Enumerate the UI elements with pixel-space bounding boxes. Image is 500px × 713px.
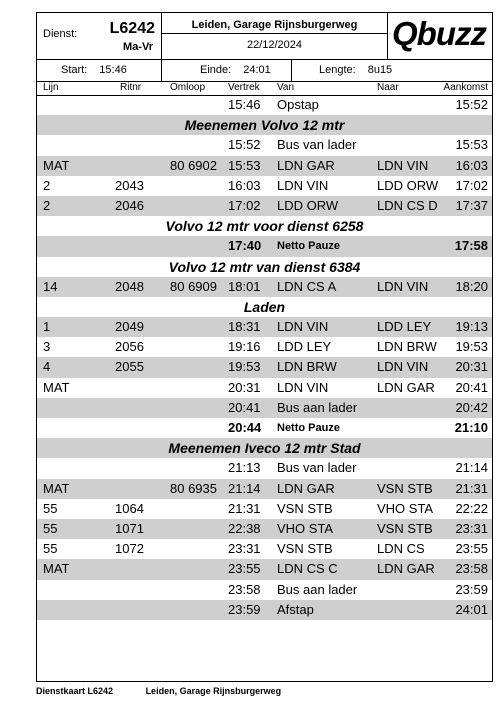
table-row (37, 398, 492, 418)
cell-van: LDN GAR (277, 157, 335, 173)
qbuzz-logo: Qbuzz (392, 15, 486, 52)
section-title-row (37, 115, 492, 135)
cell-van: LDN GAR (277, 480, 335, 496)
cell-naar: VHO STA (377, 500, 434, 516)
cell-aank: 15:53 (455, 137, 488, 153)
cell-vertrek: 23:58 (228, 581, 261, 597)
cell-lijn: MAT (43, 379, 70, 395)
start-segment (37, 59, 162, 81)
cell-aank: 16:03 (455, 157, 488, 173)
cell-vertrek: 19:16 (228, 339, 261, 355)
cell-lijn: 4 (43, 359, 51, 375)
cell-lijn: MAT (43, 480, 70, 496)
section-title: Meenemen Volvo 12 mtr (184, 117, 345, 134)
cell-naar: LDN VIN (377, 157, 429, 173)
service-date: 22/12/2024 (246, 39, 303, 51)
cell-van: LDD LEY (277, 339, 332, 355)
cell-van: Afstap (277, 601, 314, 617)
table-row (37, 600, 492, 620)
cell-ritnr: 2046 (115, 197, 144, 213)
cell-naar: VSN STB (377, 480, 433, 496)
column-headers (37, 81, 492, 96)
cell-van: Bus aan lader (277, 399, 358, 415)
section-title-row (37, 297, 492, 317)
cell-lijn: 1 (43, 319, 51, 335)
logo-cell (388, 13, 494, 59)
cell-ritnr: 2049 (115, 319, 144, 335)
table-row (37, 479, 492, 499)
table-row (37, 458, 492, 478)
dienst-value: L6242 (109, 20, 155, 37)
dienst-label: Dienst: (43, 28, 78, 40)
cell-omloop: 80 6935 (170, 480, 217, 496)
section-title: Volvo 12 mtr voor dienst 6258 (165, 218, 364, 235)
dienst-days: Ma-Vr (123, 41, 153, 53)
lengte-value: 8u15 (367, 64, 393, 76)
cell-vertrek: 16:03 (228, 177, 261, 193)
location-name: Leiden, Garage Rijnsburgerweg (162, 17, 387, 34)
table-row (37, 378, 492, 398)
einde-label: Einde: (200, 64, 232, 76)
table-row (37, 539, 492, 559)
cell-ritnr: 2043 (115, 177, 144, 193)
cell-naar: LDN BRW (377, 339, 437, 355)
cell-naar: LDN GAR (377, 379, 435, 395)
cell-van: LDN VIN (277, 319, 329, 335)
start-label: Start: (61, 64, 88, 76)
cell-aank: 21:10 (454, 420, 488, 435)
cell-van: Netto Pauze (277, 422, 340, 434)
cell-aank: 17:58 (454, 238, 488, 254)
cell-aank: 19:13 (455, 319, 488, 335)
cell-van: LDN CS A (277, 278, 337, 294)
cell-vertrek: 20:31 (228, 379, 261, 395)
cell-vertrek: 18:01 (228, 278, 261, 294)
cell-naar: LDN VIN (377, 278, 429, 294)
table-row (37, 156, 492, 176)
cell-vertrek: 23:55 (228, 561, 261, 577)
section-title: Meenemen Iveco 12 mtr Stad (168, 440, 361, 457)
cell-lijn: 14 (43, 278, 58, 294)
col-lijn: Lijn (43, 82, 59, 93)
cell-vertrek: 15:53 (228, 157, 261, 173)
cell-vertrek: 19:53 (228, 359, 261, 375)
col-aankomst: Aankomst (443, 82, 488, 93)
lengte-label: Lengte: (319, 64, 356, 76)
location-cell (162, 13, 388, 59)
cell-aank: 17:02 (455, 177, 488, 193)
cell-van: Bus van lader (277, 460, 357, 476)
duty-card (36, 12, 493, 682)
cell-ritnr: 2055 (115, 359, 144, 375)
cell-vertrek: 17:40 (228, 238, 262, 254)
cell-aank: 19:53 (455, 339, 488, 355)
cell-lijn: MAT (43, 157, 70, 173)
cell-naar: LDN CS D (377, 197, 438, 213)
cell-naar: VSN STB (377, 520, 433, 536)
table-row (37, 277, 492, 297)
cell-lijn: 3 (43, 339, 51, 355)
cell-van: Netto Pauze (277, 240, 340, 253)
cell-vertrek: 15:46 (228, 97, 261, 112)
col-vertrek: Vertrek (228, 82, 260, 93)
table-row (37, 135, 492, 155)
cell-van: Bus van lader (277, 137, 357, 153)
cell-naar: LDN GAR (377, 561, 435, 577)
cell-van: LDD ORW (277, 197, 339, 213)
cell-vertrek: 22:38 (228, 520, 261, 536)
footer-location: Leiden, Garage Rijnsburgerweg (145, 686, 282, 696)
cell-ritnr: 2048 (115, 278, 144, 294)
cell-naar: LDD ORW (377, 177, 439, 193)
cell-ritnr: 1064 (115, 500, 144, 516)
cell-aank: 20:42 (455, 399, 488, 415)
cell-omloop: 80 6902 (170, 157, 217, 173)
cell-aank: 17:37 (455, 197, 488, 213)
cell-naar: LDN VIN (377, 359, 429, 375)
table-row (37, 499, 492, 519)
cell-lijn: 55 (43, 500, 58, 516)
cell-van: Opstap (277, 97, 319, 112)
einde-segment (162, 59, 292, 81)
cell-lijn: 55 (43, 520, 58, 536)
cell-vertrek: 20:41 (228, 399, 261, 415)
cell-van: LDN VIN (277, 177, 329, 193)
cell-aank: 21:31 (455, 480, 488, 496)
col-omloop: Omloop (170, 82, 206, 93)
section-title: Laden (243, 298, 286, 315)
cell-vertrek: 23:59 (228, 601, 261, 617)
section-title-row (37, 216, 492, 236)
cell-van: LDN VIN (277, 379, 329, 395)
pause-row (37, 236, 492, 256)
lengte-segment (292, 59, 494, 81)
cell-aank: 23:31 (455, 520, 488, 536)
pause-row (37, 418, 492, 438)
col-naar: Naar (377, 82, 399, 93)
cell-aank: 20:31 (455, 359, 488, 375)
cell-vertrek: 18:31 (228, 319, 261, 335)
cell-aank: 20:41 (455, 379, 488, 395)
cell-lijn: 2 (43, 197, 51, 213)
table-row (37, 95, 492, 115)
cell-omloop: 80 6909 (170, 278, 217, 294)
table-row (37, 519, 492, 539)
header-top (37, 13, 492, 60)
cell-naar: LDN CS (377, 541, 425, 557)
cell-ritnr: 1071 (115, 520, 144, 536)
cell-aank: 23:59 (455, 581, 488, 597)
table-row (37, 580, 492, 600)
table-row (37, 337, 492, 357)
cell-van: VHO STA (277, 520, 334, 536)
cell-van: LDN BRW (277, 359, 337, 375)
section-title-row (37, 438, 492, 458)
cell-lijn: 2 (43, 177, 51, 193)
cell-aank: 15:52 (455, 97, 488, 112)
footer (36, 686, 311, 696)
cell-vertrek: 23:31 (228, 541, 261, 557)
cell-van: VSN STB (277, 541, 333, 557)
cell-vertrek: 21:13 (228, 460, 261, 476)
table-row (37, 317, 492, 337)
cell-van: Bus aan lader (277, 581, 358, 597)
schedule-rows (37, 95, 492, 620)
cell-vertrek: 17:02 (228, 197, 261, 213)
table-row (37, 176, 492, 196)
cell-van: LDN CS C (277, 561, 338, 577)
cell-vertrek: 20:44 (228, 420, 262, 435)
table-row (37, 357, 492, 377)
col-van: Van (277, 82, 295, 93)
cell-lijn: 55 (43, 541, 58, 557)
cell-aank: 24:01 (455, 601, 488, 617)
col-ritnr: Ritnr (120, 82, 142, 93)
cell-vertrek: 21:31 (228, 500, 261, 516)
cell-aank: 18:20 (455, 278, 488, 294)
cell-aank: 23:58 (455, 561, 488, 577)
cell-vertrek: 15:52 (228, 137, 261, 153)
cell-vertrek: 21:14 (228, 480, 261, 496)
start-value: 15:46 (99, 64, 127, 76)
cell-aank: 22:22 (455, 500, 488, 516)
cell-lijn: MAT (43, 561, 70, 577)
cell-ritnr: 1072 (115, 541, 144, 557)
einde-value: 24:01 (243, 64, 271, 76)
table-row (37, 196, 492, 216)
cell-ritnr: 2056 (115, 339, 144, 355)
section-title: Volvo 12 mtr van dienst 6384 (168, 258, 361, 275)
footer-label: Dienstkaart L6242 (36, 686, 114, 696)
header-times (37, 59, 492, 82)
table-row (37, 559, 492, 579)
cell-aank: 21:14 (455, 460, 488, 476)
dienst-cell (37, 13, 162, 59)
section-title-row (37, 257, 492, 277)
cell-naar: LDD LEY (377, 319, 432, 335)
cell-van: VSN STB (277, 500, 333, 516)
cell-aank: 23:55 (455, 541, 488, 557)
